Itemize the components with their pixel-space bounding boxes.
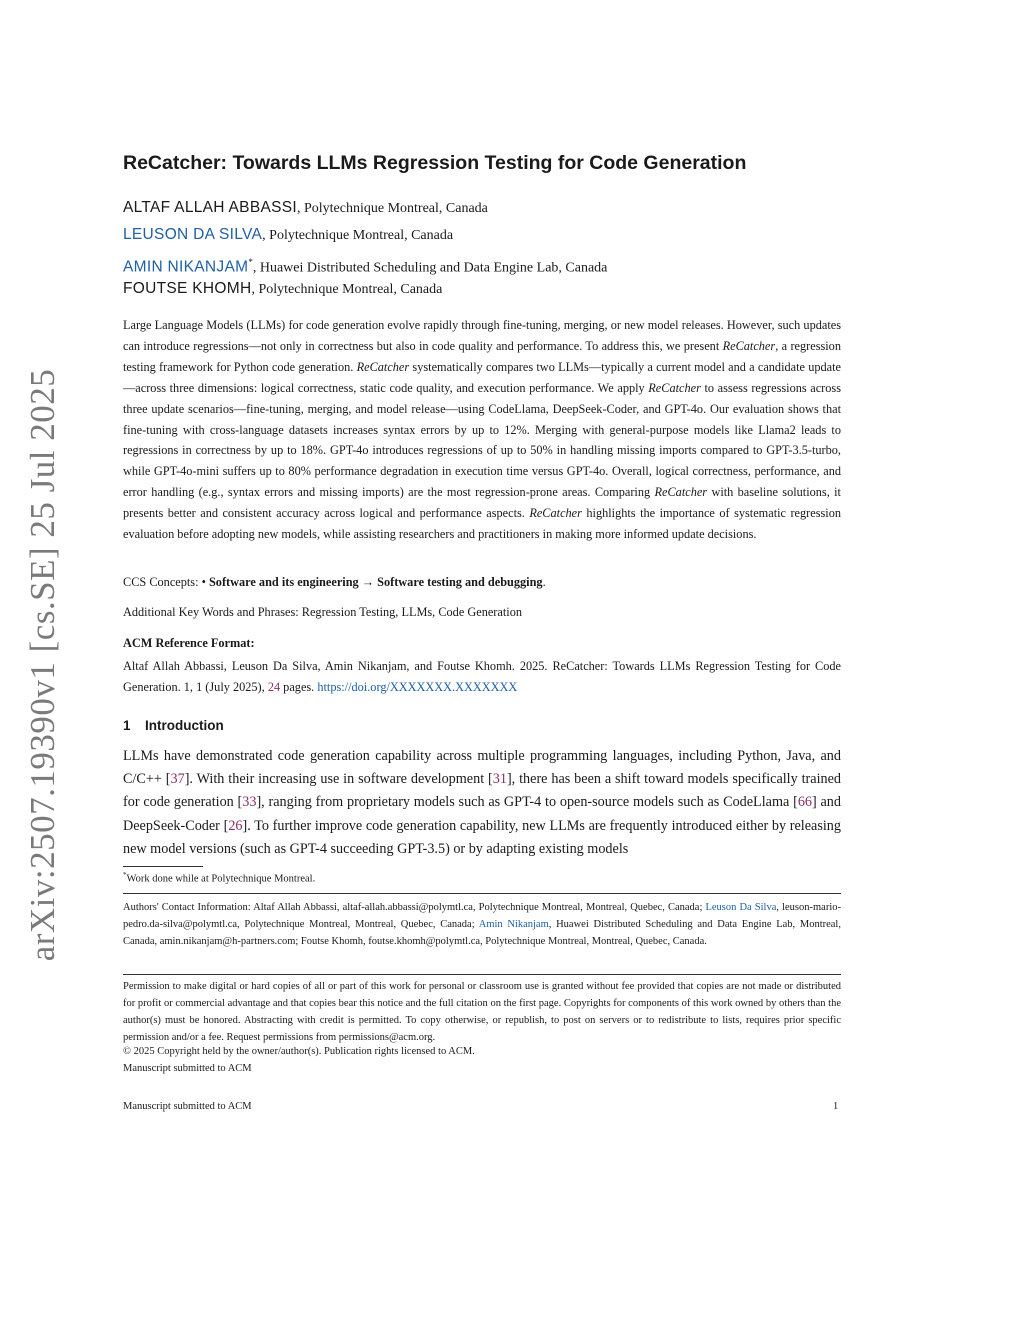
citation-link[interactable]: 66	[797, 794, 812, 811]
author-name: FOUTSE KHOMH	[123, 280, 252, 297]
author-3	[123, 250, 843, 277]
author-link[interactable]: Amin Nikanjam	[478, 919, 549, 930]
paper-title: ReCatcher: Towards LLMs Regression Testing for Code Generation	[123, 152, 747, 174]
citation-link[interactable]: 31	[492, 771, 507, 788]
author-link[interactable]: Leuson Da Silva	[705, 902, 777, 913]
citation-link[interactable]: 26	[228, 817, 243, 834]
footnote-mark: *	[248, 257, 253, 267]
arxiv-stamp	[18, 368, 68, 962]
author-affiliation: , Polytechnique Montreal, Canada	[296, 201, 488, 216]
page-number: 1	[833, 1101, 839, 1112]
system-name: ReCatcher	[654, 485, 708, 500]
intro-paragraph: LLMs have demonstrated code generation capability across multiple programming languages, including Python, Java, and C/C++ [37]. With their increasing use in software development [31], there has been a shift toward models specifically trained for code generation [33], ranging from proprietary models such as GPT-4 to open-source models such as CodeLlama [66] and DeepSeek-Coder [26]. To further improve code generation capability, new LLMs are frequently introduced either by releasing new model versions (such as GPT-4 succeeding GPT-3.5) or by adapting existing models	[123, 748, 841, 857]
author-2	[123, 223, 843, 250]
permission-notice: Permission to make digital or hard copies of all or part of this work for personal or classroom use is granted without fee provided that copies are not made or distributed for profit or commercial advantage and that copies bear this notice and the full citation on the first page. Copyrights for components of this work owned by others than the author(s) must be honored. Abstracting with credit is permitted. To copy otherwise, or republish, to post on servers or to redistribute to lists, requires prior specific permission and/or a fee. Request permissions from permissions@acm.org.	[123, 981, 841, 1043]
divider	[123, 974, 841, 975]
author-4	[123, 277, 843, 304]
copyright-notice: © 2025 Copyright held by the owner/author(s). Publication rights licensed to ACM.	[123, 1046, 475, 1057]
page-footer-left: Manuscript submitted to ACM	[123, 1101, 252, 1112]
author-affiliation: , Huawei Distributed Scheduling and Data Engine Lab, Canada	[252, 260, 608, 276]
citation-link[interactable]: 33	[242, 794, 257, 811]
footnote: *Work done while at Polytechnique Montreal.	[123, 871, 316, 885]
ccs-concept: Software and its engineering → Software testing and debugging	[208, 575, 543, 589]
doi-link[interactable]: https://doi.org/XXXXXXX.XXXXXXX	[317, 680, 518, 694]
author-affiliation: , Polytechnique Montreal, Canada	[251, 282, 443, 297]
system-name: ReCatcher	[529, 506, 582, 521]
divider	[123, 893, 841, 894]
section-number: 1	[123, 718, 131, 733]
author-1	[123, 196, 843, 223]
reference-format: Altaf Allah Abbassi, Leuson Da Silva, Amin Nikanjam, and Foutse Khomh. 2025. ReCatcher: Towards LLMs Regression Testing for Code Generation. 1, 1 (July 2025), 24 pages. https://doi.org/XXXXXXX.XXXXXXX	[123, 659, 841, 694]
ccs-concepts: CCS Concepts: • Software and its engineering → Software testing and debugging.	[123, 575, 546, 589]
system-name: ReCatcher	[356, 359, 410, 374]
author-list	[123, 196, 843, 304]
page-count-link[interactable]: 24	[267, 680, 281, 694]
author-affiliation: , Polytechnique Montreal, Canada	[262, 228, 454, 243]
system-name: ReCatcher	[722, 338, 776, 353]
section-heading	[123, 718, 224, 733]
reference-heading: ACM Reference Format:	[123, 636, 255, 650]
abstract: Large Language Models (LLMs) for code generation evolve rapidly through fine-tuning, merging, or new model releases. However, such updates can introduce regressions—not only in correctness but also in code quality and performance. To address this, we present ReCatcher, a regression testing framework for Python code generation. ReCatcher systematically compares two LLMs—typically a current model and a candidate update—across three dimensions: logical correctness, static code quality, and execution performance. We apply ReCatcher to assess regressions across three update scenarios—fine-tuning, merging, and model release—using CodeLlama, DeepSeek-Coder, and GPT-4o. Our evaluation shows that fine-tuning with cross-language datasets increases syntax errors by up to 12%. Merging with general-purpose models like Llama2 leads to regressions in correctness by up to 18%. GPT-4o introduces regressions of up to 50% in handling missing imports compared to GPT-3.5-turbo, while GPT-4o-mini suffers up to 80% performance degradation in execution time versus GPT-4o. Overall, logical correctness, performance, and error handling (e.g., syntax errors and missing imports) are the most regression-prone areas. Comparing ReCatcher with baseline solutions, it presents better and consistent accuracy across logical and performance aspects. ReCatcher highlights the importance of systematic regression evaluation before adopting new models, while assisting researchers and practitioners in making more informed update decisions.	[123, 318, 841, 542]
keywords: Additional Key Words and Phrases: Regression Testing, LLMs, Code Generation	[123, 605, 522, 619]
author-name: ALTAF ALLAH ABBASSI	[123, 199, 297, 216]
author-name-link[interactable]: AMIN NIKANJAM	[123, 258, 249, 276]
system-name: ReCatcher	[648, 380, 701, 395]
section-title: Introduction	[145, 718, 224, 733]
footnote-divider	[123, 866, 203, 867]
arxiv-identifier: arXiv:2507.19390v1 [cs.SE] 25 Jul 2025	[23, 368, 62, 962]
submission-note: Manuscript submitted to ACM	[123, 1063, 252, 1074]
citation-link[interactable]: 37	[170, 771, 185, 788]
contact-information: Authors' Contact Information: Altaf Allah Abbassi, altaf-allah.abbassi@polymtl.ca, Polytechnique Montreal, Montreal, Quebec, Canada; Leuson Da Silva, leuson-mario-pedro.da-silva@polymtl.ca, Polytechnique Montreal, Montreal, Quebec, Canada; Amin Nikanjam, Huawei Distributed Scheduling and Data Engine Lab, Montreal, Canada, amin.nikanjam@h-partners.com; Foutse Khomh, foutse.khomh@polymtl.ca, Polytechnique Montreal, Montreal, Quebec, Canada.	[123, 902, 841, 947]
author-name-link[interactable]: LEUSON DA SILVA	[123, 226, 263, 243]
